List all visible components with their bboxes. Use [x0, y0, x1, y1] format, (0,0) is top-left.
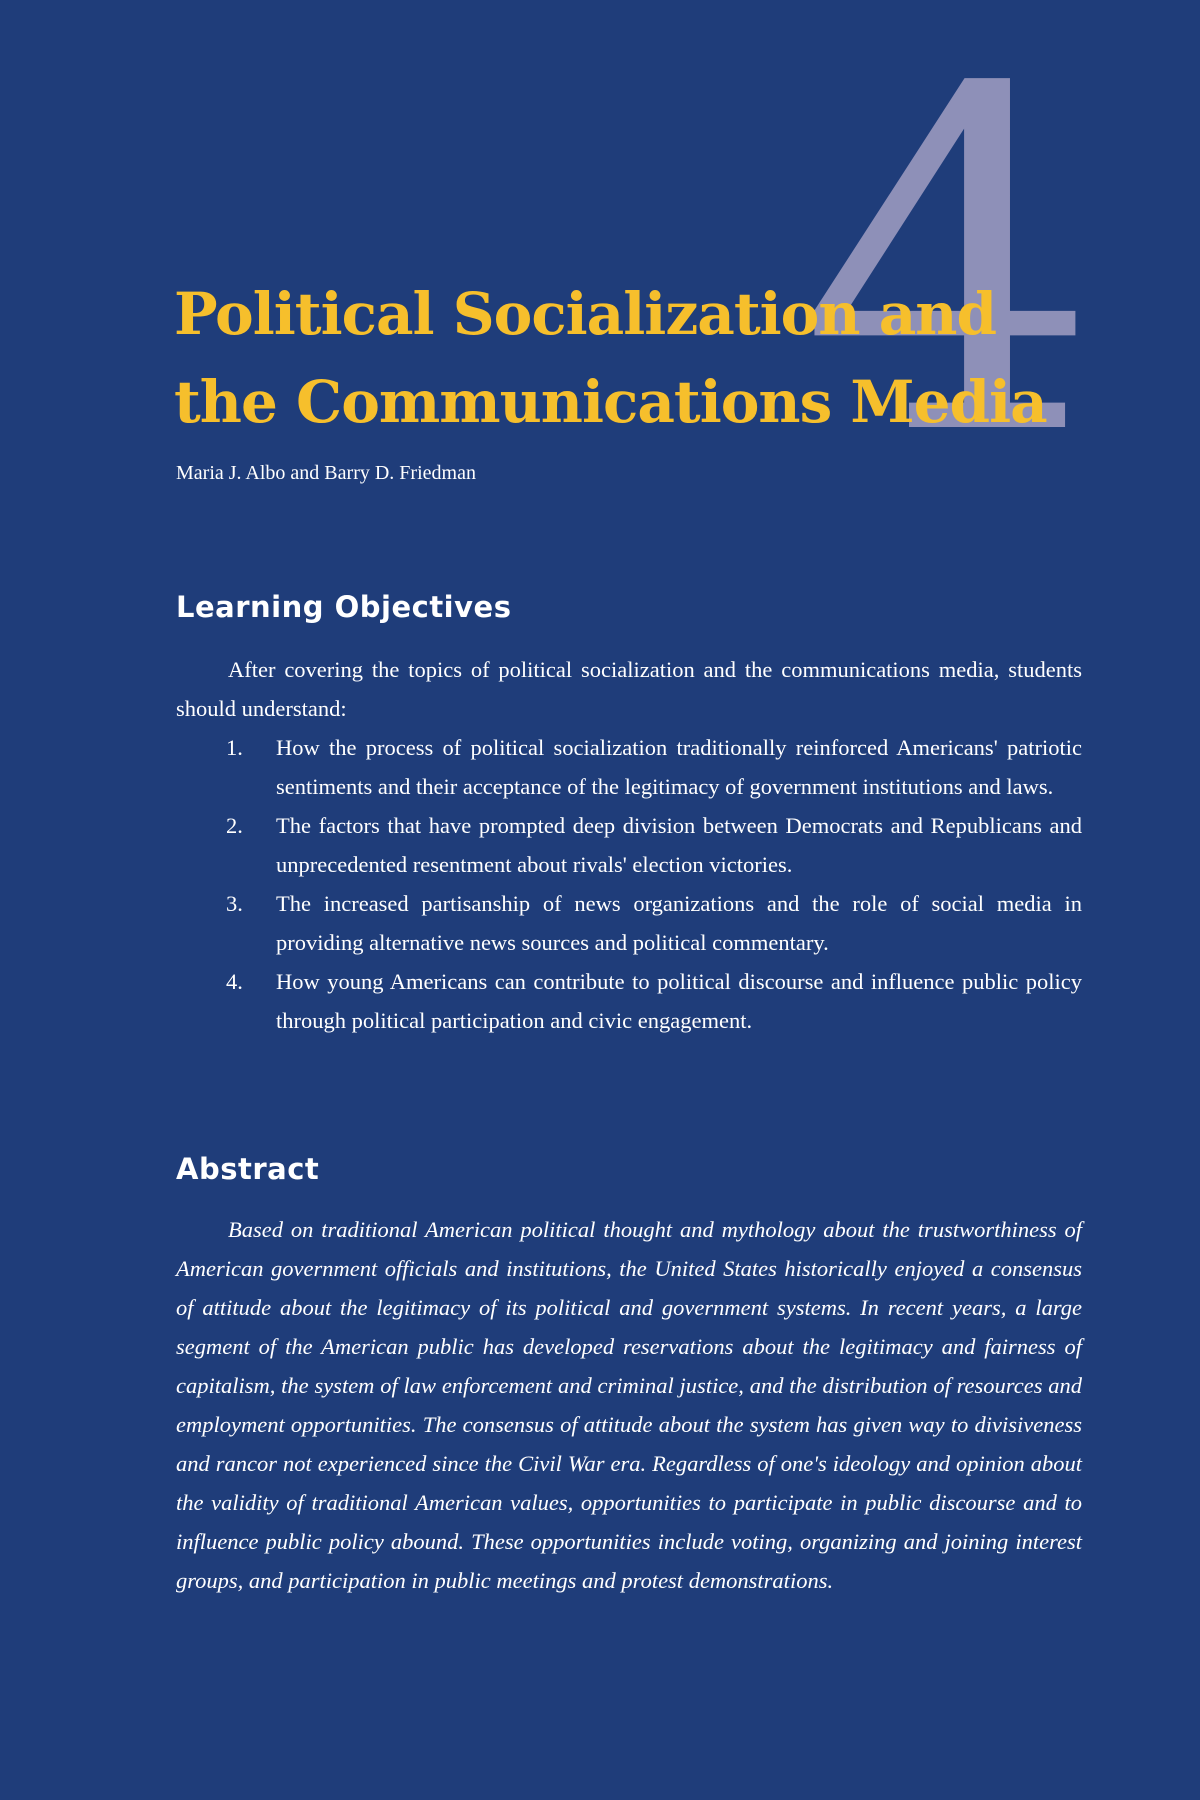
list-item	[176, 728, 1082, 806]
objectives-intro: After covering the topics of political socialization and the communications media, students should understand:	[176, 657, 1082, 721]
learning-objectives-heading: Learning Objectives	[176, 590, 512, 624]
list-text: How young Americans can contribute to political discourse and influence public policy through political participation and civic engagement.	[276, 969, 1082, 1033]
list-number: 2.	[226, 813, 243, 838]
list-number: 4.	[226, 969, 243, 994]
chapter-title-line-1: Political Socialization and	[174, 280, 997, 348]
objectives-list	[176, 728, 1082, 1040]
list-number: 1.	[226, 735, 243, 760]
learning-objectives-section	[176, 650, 1082, 1040]
authors: Maria J. Albo and Barry D. Friedman	[176, 462, 476, 484]
chapter-title	[174, 270, 1134, 446]
abstract-section	[176, 1210, 1082, 1600]
chapter-title-line-2: the Communications Media	[174, 368, 1047, 436]
list-text: The increased partisanship of news organizations and the role of social media in providing alternative news sources and political commentary.	[276, 891, 1082, 955]
list-text: The factors that have prompted deep division between Democrats and Republicans and unprecedented resentment about rivals' election victories.	[276, 813, 1082, 877]
list-text: How the process of political socialization traditionally reinforced Americans' patriotic sentiments and their acceptance of the legitimacy of government institutions and laws.	[276, 735, 1082, 799]
list-item	[176, 962, 1082, 1040]
list-item	[176, 884, 1082, 962]
list-item	[176, 806, 1082, 884]
abstract-heading: Abstract	[176, 1152, 320, 1186]
list-number: 3.	[226, 891, 243, 916]
abstract-text: Based on traditional American political thought and mythology about the trustworthiness of American government officials and institutions, the United States historically enjoyed a consensus of attitude about the legitimacy of its political and government systems. In recent years, a large segment of the American public has developed reservations about the legitimacy and fairness of capitalism, the system of law enforcement and criminal justice, and the distribution of resources and employment opportunities. The consensus of attitude about the system has given way to divisiveness and rancor not experienced since the Civil War era. Regardless of one's ideology and opinion about the validity of traditional American values, opportunities to participate in public discourse and to influence public policy abound. These opportunities include voting, organizing and joining interest groups, and participation in public meetings and protest demonstrations.	[176, 1217, 1082, 1593]
chapter-number: 4	[800, 0, 1100, 538]
